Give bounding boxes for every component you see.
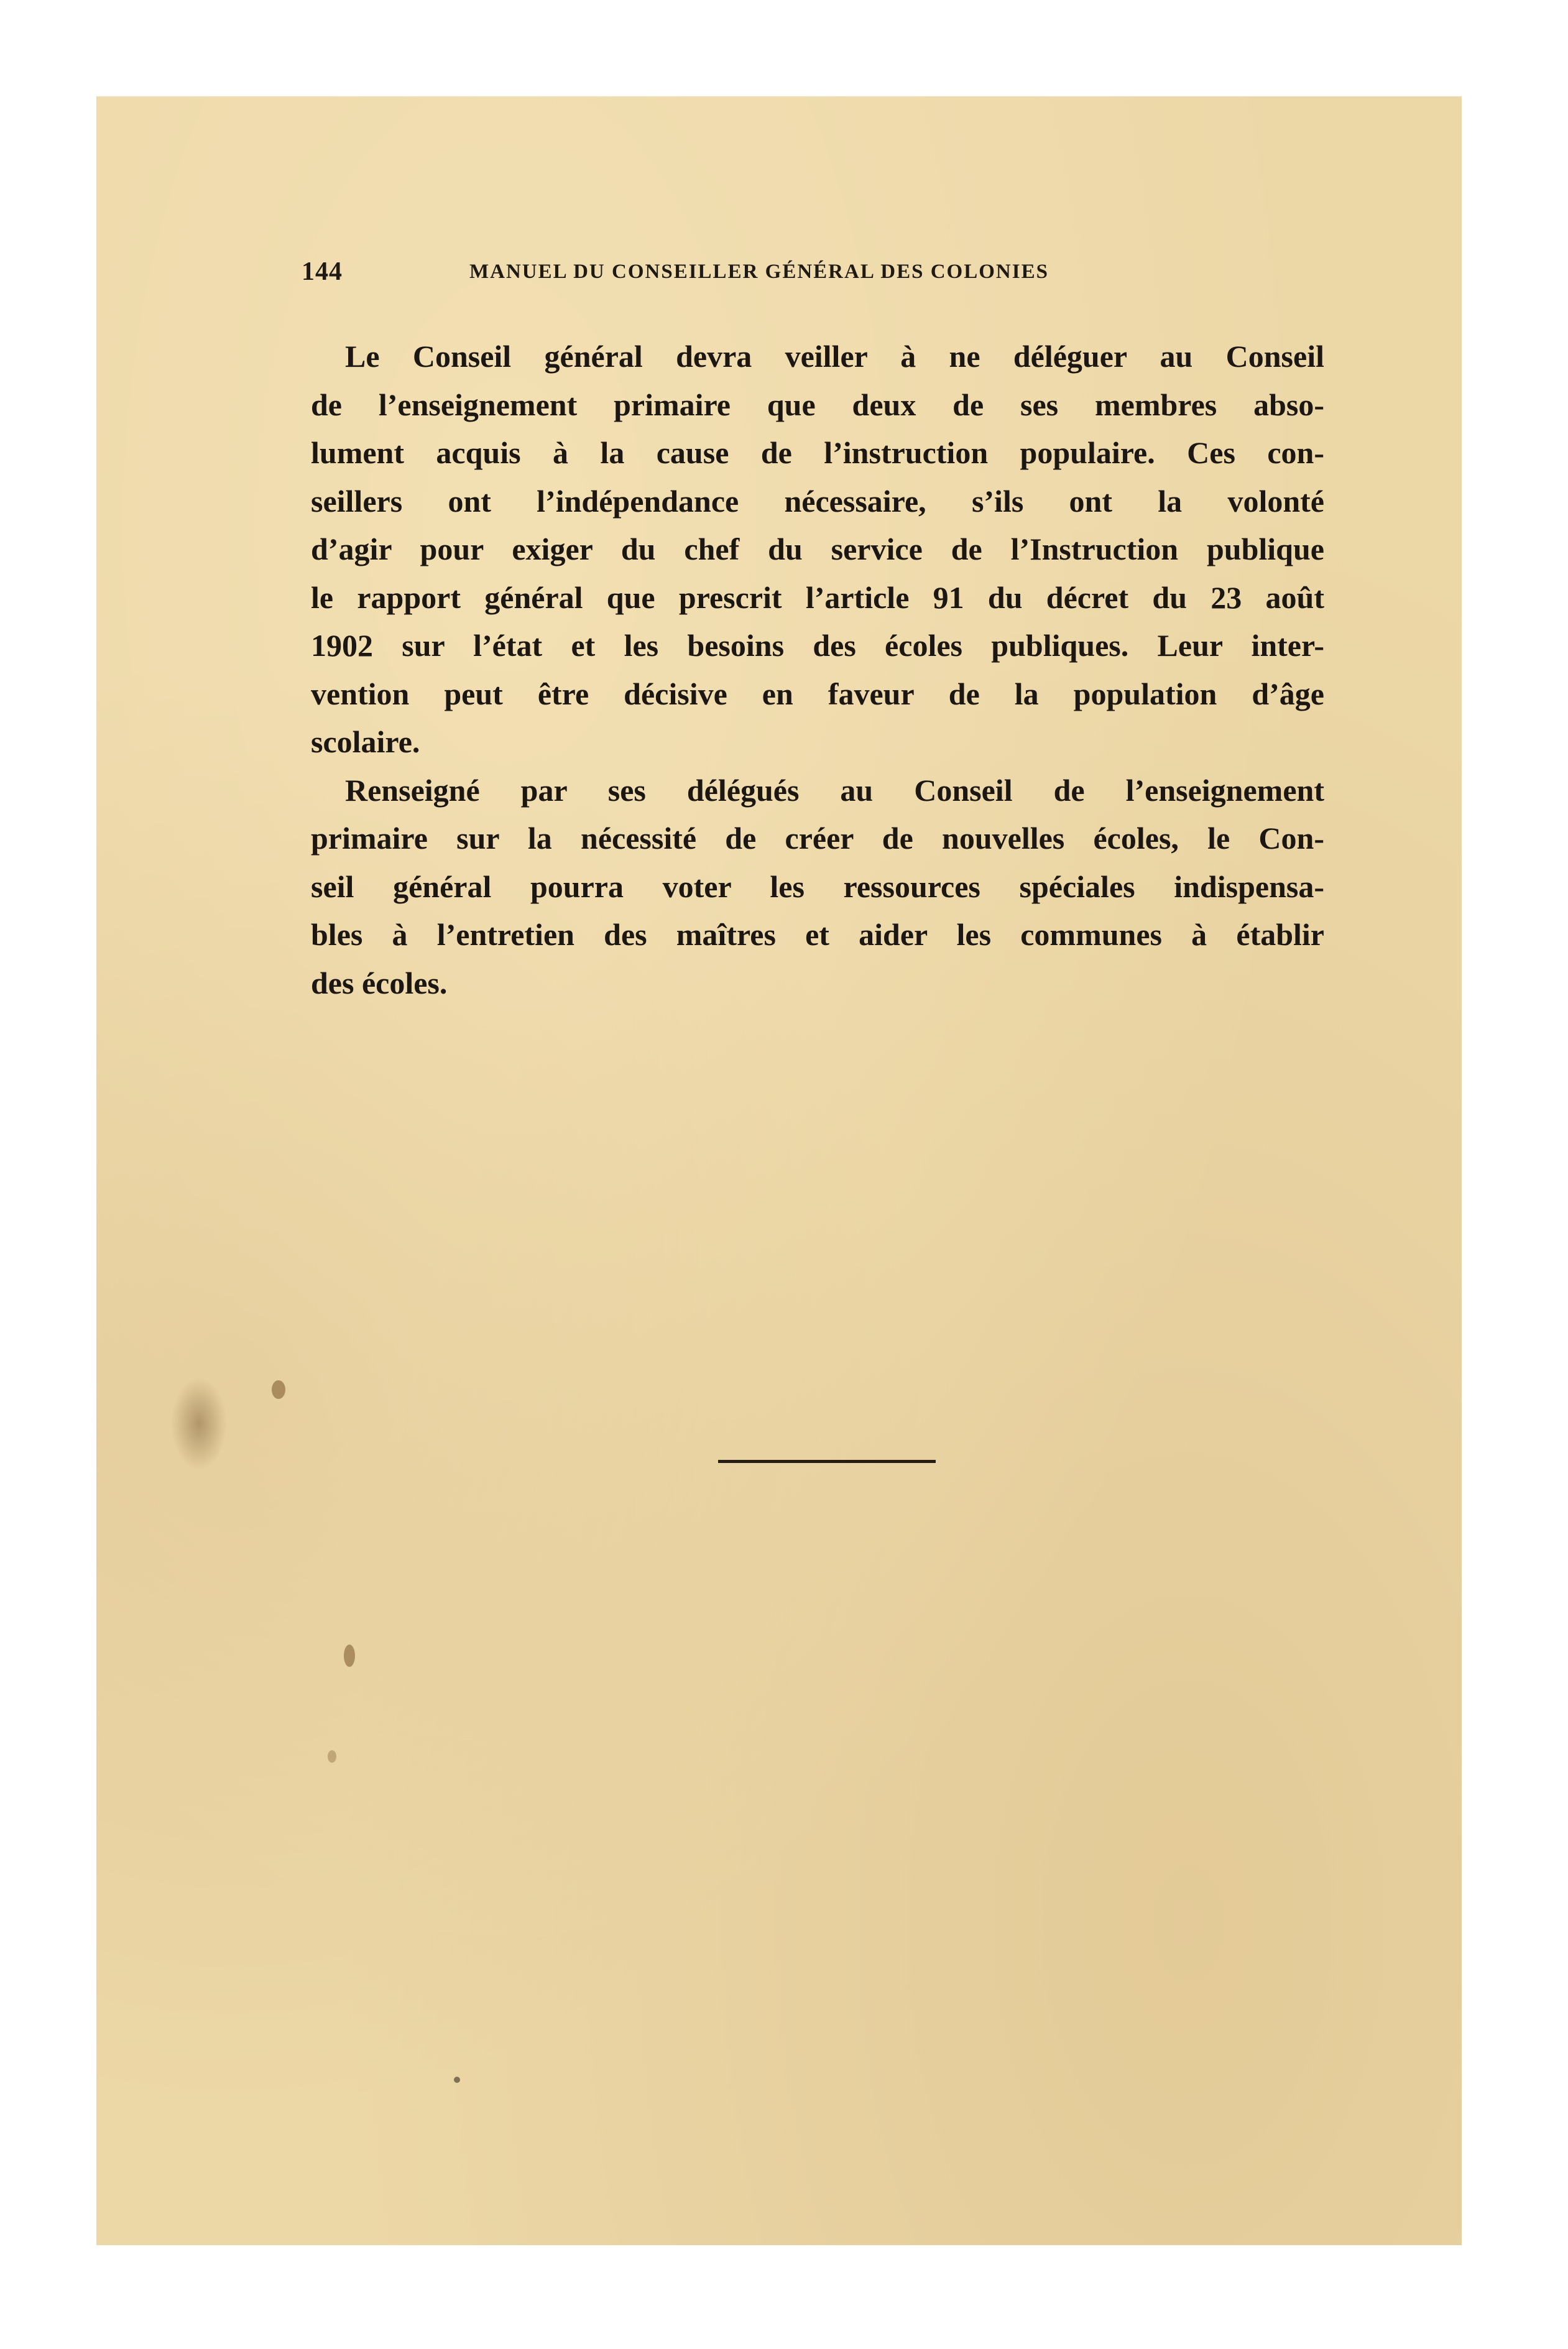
text-line: le rapport général que prescrit l’article 91 du décret du 23 août [311, 579, 1324, 615]
running-head: MANUEL DU CONSEILLER GÉNÉRAL DES COLONIES [469, 261, 1049, 283]
page-number: 144 [302, 257, 343, 286]
end-rule [718, 1460, 936, 1463]
text-line: scolaire. [311, 724, 420, 759]
paragraph-1 [311, 333, 1324, 767]
text-line: seil général pourra voter les ressources spéciales indispensa- [311, 869, 1324, 904]
scanned-page [96, 96, 1462, 2245]
text-line: des écoles. [311, 965, 448, 1000]
stain-mark [328, 1750, 336, 1763]
stain-mark [344, 1645, 355, 1667]
text-line: primaire sur la nécessité de créer de nouvelles écoles, le Con- [311, 821, 1324, 856]
stain-mark [272, 1380, 285, 1399]
stain-mark [454, 2077, 460, 2083]
text-line: lument acquis à la cause de l’instruction populaire. Ces con- [311, 435, 1324, 470]
text-line: vention peut être décisive en faveur de la population d’âge [311, 676, 1324, 711]
text-line: Le Conseil général devra veiller à ne déléguer au Conseil [345, 339, 1324, 374]
text-line: d’agir pour exiger du chef du service de l’Instruction publique [311, 532, 1324, 566]
body-text [311, 333, 1324, 1007]
text-line: seillers ont l’indépendance nécessaire, s’ils ont la volonté [311, 483, 1324, 519]
text-line: Renseigné par ses délégués au Conseil de l’enseignement [345, 772, 1324, 808]
text-line: 1902 sur l’état et les besoins des écoles publiques. Leur inter- [311, 628, 1324, 663]
page-header [302, 257, 1271, 300]
text-line: de l’enseignement primaire que deux de ses membres abso- [311, 387, 1324, 422]
text-line: bles à l’entretien des maîtres et aider les communes à établir [311, 917, 1324, 952]
paragraph-2 [311, 767, 1324, 1008]
stain-mark [171, 1377, 227, 1470]
